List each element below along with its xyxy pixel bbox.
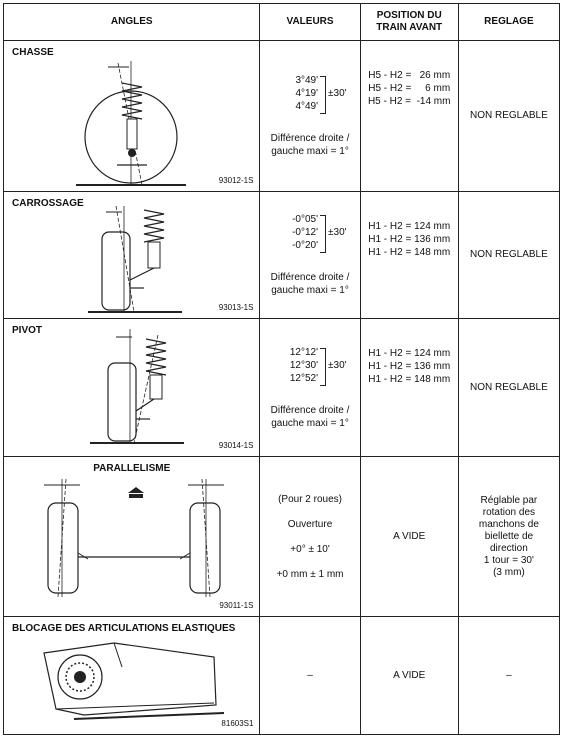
angle-nominal: 12°30' — [289, 359, 319, 371]
reglage-line: rotation des — [482, 506, 536, 518]
chasse-reglage: NON REGLABLE — [458, 41, 559, 192]
header-valeurs: VALEURS — [260, 4, 360, 41]
blocage-figure-cell — [4, 617, 260, 735]
toe-diagram — [4, 457, 260, 617]
toe-distance: +0 mm ± 1 mm — [276, 568, 344, 580]
reglage-line: biellette de — [484, 530, 534, 542]
angle-max: -0°20' — [292, 240, 319, 251]
parallelisme-position: A VIDE — [360, 457, 458, 617]
difference-note — [260, 271, 359, 297]
row-chasse — [4, 41, 560, 192]
angle-name: PARALLELISME — [93, 463, 171, 474]
two-wheels-note: (Pour 2 roues) — [278, 493, 342, 505]
carrossage-reglage: NON REGLABLE — [458, 192, 559, 319]
toe-angle: +0° ± 10' — [290, 543, 330, 555]
carrossage-figure-cell — [4, 192, 260, 319]
diff-line2: gauche maxi = 1° — [271, 146, 349, 157]
blocage-valeur: – — [260, 617, 360, 735]
pivot-figure-cell — [4, 319, 260, 457]
brace — [320, 76, 326, 114]
angle-values — [270, 213, 350, 257]
tolerance: ±30' — [328, 359, 347, 371]
header-angles: ANGLES — [4, 4, 260, 41]
chasse-positions — [360, 41, 458, 192]
angle-name: PIVOT — [12, 325, 43, 336]
pivot-reglage: NON REGLABLE — [458, 319, 559, 457]
header-reglage: REGLAGE — [458, 4, 559, 41]
blocage-reglage: – — [458, 617, 559, 735]
diff-line1: Différence droite / — [270, 133, 350, 144]
chasse-figure-cell — [4, 41, 260, 192]
reglage-line: Réglable par — [480, 494, 538, 506]
position-line: H1 - H2 = 136 mm — [368, 361, 451, 372]
angle-min: -0°05' — [292, 214, 319, 225]
diff-line1: Différence droite / — [270, 404, 350, 416]
row-pivot — [4, 319, 560, 457]
figure-code: 81603S1 — [221, 719, 254, 728]
tolerance: ±30' — [328, 227, 347, 238]
header-row — [4, 4, 560, 41]
row-blocage — [4, 617, 560, 735]
parallelisme-reglage — [458, 457, 559, 617]
angle-min: 3°49' — [295, 75, 319, 86]
diff-line1: Différence droite / — [270, 272, 350, 283]
angle-name: BLOCAGE DES ARTICULATIONS ELASTIQUES — [12, 623, 236, 634]
angle-values — [270, 74, 350, 118]
caster-diagram — [4, 41, 260, 192]
position-line: H1 - H2 = 148 mm — [368, 247, 451, 258]
angle-values — [270, 346, 350, 390]
lower-arm-diagram — [4, 617, 260, 735]
row-parallelisme — [4, 457, 560, 617]
figure-code: 93011-1S — [219, 601, 254, 610]
angle-max: 4°49' — [295, 101, 319, 112]
angle-name: CHASSE — [12, 47, 54, 58]
reglage-line: manchons de — [478, 518, 539, 530]
angle-nominal: -0°12' — [292, 227, 319, 238]
toe-type: Ouverture — [287, 518, 333, 530]
chasse-values — [260, 41, 360, 192]
figure-code: 93014-1S — [218, 441, 254, 450]
position-line: H5 - H2 = -14 mm — [367, 96, 451, 107]
front-axle-geometry-table — [3, 3, 560, 735]
angle-name: CARROSSAGE — [12, 198, 84, 209]
carrossage-positions — [360, 192, 458, 319]
camber-diagram — [4, 192, 260, 319]
position-line: H1 - H2 = 124 mm — [368, 221, 451, 232]
pivot-positions — [360, 319, 458, 457]
figure-code: 93012-1S — [218, 176, 254, 185]
pivot-values — [260, 319, 360, 457]
position-line: H1 - H2 = 124 mm — [368, 348, 451, 359]
reglage-line: 1 tour = 30' — [483, 554, 534, 566]
position-line: H5 - H2 = 6 mm — [368, 83, 451, 94]
position-line: H5 - H2 = 26 mm — [368, 70, 451, 81]
parallelisme-values — [260, 457, 360, 617]
angle-max: 12°52' — [289, 372, 319, 384]
brace — [320, 348, 326, 386]
tolerance: ±30' — [328, 88, 347, 99]
reglage-line: direction — [489, 542, 528, 554]
difference-note — [260, 132, 359, 158]
diff-line2: gauche maxi = 1° — [271, 417, 349, 429]
position-line: H1 - H2 = 148 mm — [368, 374, 451, 385]
difference-note — [260, 404, 359, 430]
carrossage-values — [260, 192, 360, 319]
header-position-line2: TRAIN AVANT — [376, 22, 443, 33]
blocage-position: A VIDE — [360, 617, 458, 735]
reglage-line: (3 mm) — [493, 566, 525, 578]
angle-nominal: 4°19' — [295, 88, 319, 99]
diff-line2: gauche maxi = 1° — [271, 285, 349, 296]
row-carrossage — [4, 192, 560, 319]
header-position-line1: POSITION DU — [376, 10, 442, 21]
angle-min: 12°12' — [289, 346, 319, 358]
header-position — [360, 4, 458, 41]
spec-sheet — [3, 3, 560, 734]
brace — [320, 215, 326, 253]
kingpin-diagram — [4, 319, 260, 457]
figure-code: 93013-1S — [218, 303, 254, 312]
parallelisme-figure-cell — [4, 457, 260, 617]
position-line: H1 - H2 = 136 mm — [368, 234, 451, 245]
